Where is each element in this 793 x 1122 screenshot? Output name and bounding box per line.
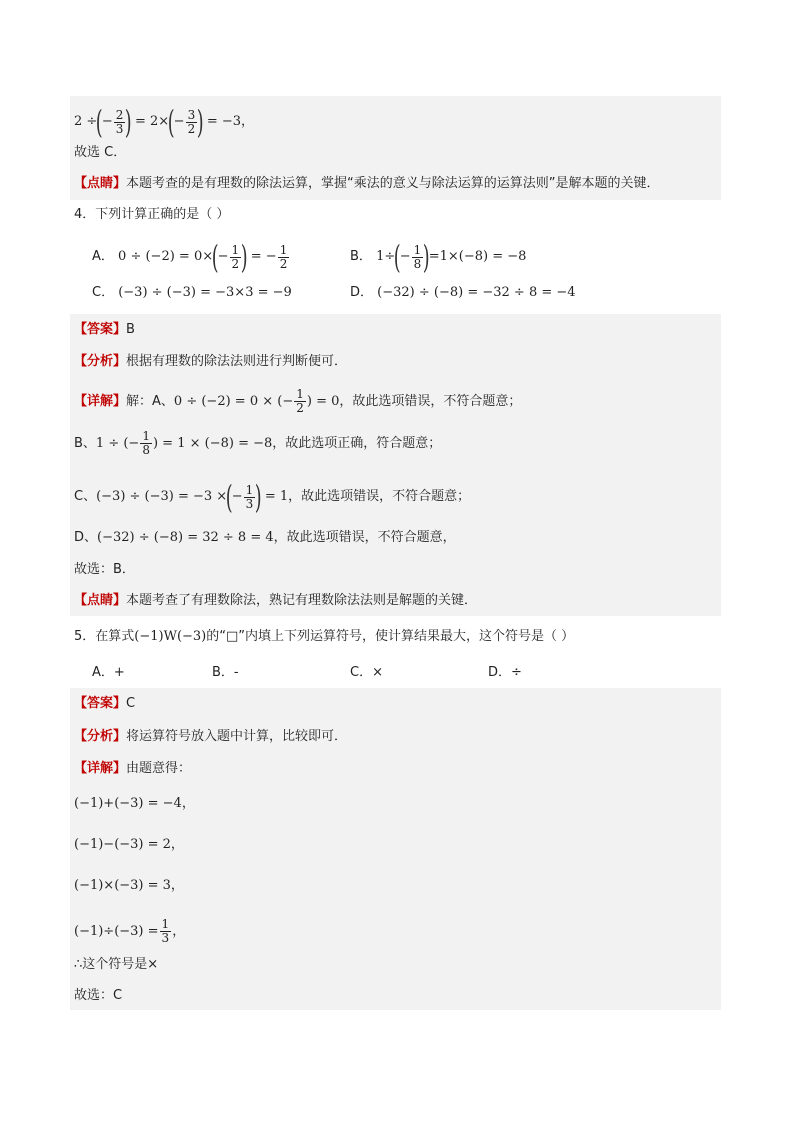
q5-stem: 5．在算式 (−1)W(−3) 的“□”内填上下列运算符号，使计算结果最大，这个符号是（ ） xyxy=(74,629,575,644)
q4-option-c: C． (−3) ÷ (−3) = −3×3 = −9 xyxy=(92,285,292,300)
q5-answer: 【答案】 C xyxy=(74,696,136,711)
fraction: $\frac{1}{2}$ xyxy=(231,242,240,271)
q3-calc-line: 2 ÷ ( − $\frac{2}{3}$ ) = 2× ( − $\frac{3}{2}$ ) = −3， xyxy=(74,103,255,141)
q5-therefore: ∴这个符号是× xyxy=(74,957,159,972)
fraction: $\frac{1}{3}$ xyxy=(245,482,254,511)
q5-analysis: 【分析】 将运算符号放入题中计算，比较即可． xyxy=(74,729,348,744)
q4-option-d: D． (−32) ÷ (−8) = −32 ÷ 8 = −4 xyxy=(350,285,576,300)
q4-answer: 【答案】 B xyxy=(74,322,135,337)
q5-choose: 故选：C xyxy=(74,988,123,1003)
q4-detail-b: B、 1 ÷ (− $\frac{1}{8}$ ) = 1 × (−8) = −8 ，故此选项正确，符合题意； xyxy=(74,429,442,457)
q5-option-a: A．+ xyxy=(92,665,125,680)
q4-analysis: 【分析】 根据有理数的除法法则进行判断便可． xyxy=(74,354,348,369)
q4-detail-c: C、 (−3) ÷ (−3) = −3 × ( − $\frac{1}{3}$ ) = 1 ，故此选项错误，不符合题意； xyxy=(74,478,471,516)
q4-choose: 故选：B． xyxy=(74,562,135,577)
q4-comment: 【点睛】 本题考查了有理数除法，熟记有理数除法法则是解题的关键． xyxy=(74,593,478,608)
q3-choose: 故选 C． xyxy=(74,145,127,160)
fraction: $\frac{2}{3}$ xyxy=(115,107,124,136)
q4-detail-a: 【详解】 解：A、 0 ÷ (−2) = 0 × (− $\frac{1}{2}$ ) = 0 ，故此选项错误，不符合题意； xyxy=(74,387,522,415)
q4-option-b: B． 1÷ ( − $\frac{1}{8}$ ) =1×(−8) = −8 xyxy=(350,238,527,276)
q5-option-c: C．× xyxy=(350,665,383,680)
q5-option-d: D．÷ xyxy=(488,665,522,680)
fraction: $\frac{1}{3}$ xyxy=(161,917,170,945)
q4-stem: 4．下列计算正确的是（ ） xyxy=(74,207,230,222)
q5-calc-1: (−1)+(−3) = −4， xyxy=(74,796,195,811)
q5-calc-4: (−1)÷(−3) = $\frac{1}{3}$ ， xyxy=(74,917,186,945)
q5-calc-3: (−1)×(−3) = 3， xyxy=(74,878,184,893)
q5-option-b: B．- xyxy=(212,665,239,680)
fraction: $\frac{1}{8}$ xyxy=(413,242,422,271)
fraction: $\frac{1}{8}$ xyxy=(142,429,150,457)
fraction: $\frac{1}{2}$ xyxy=(279,242,288,271)
q5-calc-2: (−1)−(−3) = 2， xyxy=(74,837,184,852)
fraction: $\frac{1}{2}$ xyxy=(296,387,304,415)
fraction: $\frac{3}{2}$ xyxy=(187,107,196,136)
q3-comment: 【点睛】 本题考查的是有理数的除法运算，掌握“乘法的意义与除法运算的运算法则”是解本题的关键． xyxy=(74,176,660,191)
q4-option-a: A． 0 ÷ (−2) = 0× ( − $\frac{1}{2}$ ) = − $\frac{1}{2}$ xyxy=(92,238,288,276)
q5-detail: 【详解】 由题意得： xyxy=(74,761,192,776)
q4-detail-d: D、 (−32) ÷ (−8) = 32 ÷ 8 = 4 ，故此选项错误，不符合题意， xyxy=(74,530,456,545)
